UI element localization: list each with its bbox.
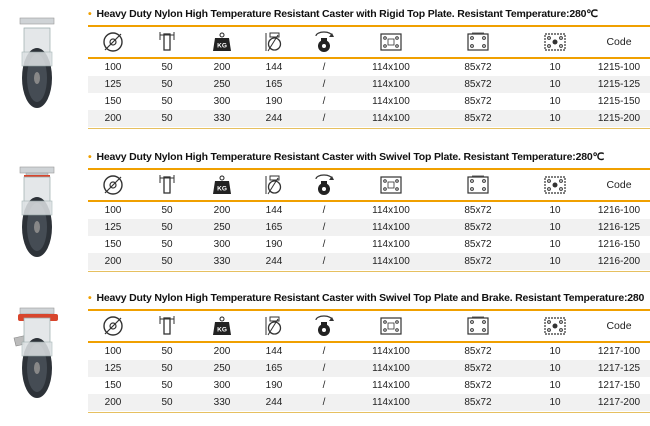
table-cell: 165 (265, 222, 283, 233)
table-cell: 144 (265, 346, 283, 357)
table-cell: 50 (161, 363, 173, 374)
spec-table-header (88, 25, 650, 59)
table-cell: 1216-125 (597, 222, 641, 233)
table-cell: 1215-200 (597, 113, 641, 124)
table-cell: 50 (161, 96, 173, 107)
table-cell: 114x100 (372, 346, 410, 357)
table-cell: 85x72 (464, 113, 492, 124)
table-cell: / (322, 96, 326, 107)
table-cell: / (322, 256, 326, 267)
table-cell: / (322, 62, 326, 73)
wheel-width-icon (138, 27, 196, 57)
table-row (88, 202, 650, 219)
table-cell: 50 (161, 380, 173, 391)
table-cell: 150 (104, 239, 122, 250)
table-cell: 114x100 (372, 62, 410, 73)
section-divider (88, 128, 650, 129)
table-cell: 330 (213, 256, 231, 267)
spec-table-header (88, 168, 650, 202)
table-cell: 10 (549, 79, 561, 90)
table-cell: 10 (549, 397, 561, 408)
table-cell: 200 (213, 62, 231, 73)
table-cell: / (322, 239, 326, 250)
table-cell: 85x72 (464, 205, 492, 216)
table-cell: 85x72 (464, 96, 492, 107)
table-cell: 1217-125 (597, 363, 641, 374)
product-section (0, 8, 650, 138)
table-cell: 144 (265, 62, 283, 73)
hole-spacing-icon (434, 170, 522, 200)
hole-spacing-icon (434, 27, 522, 57)
table-cell: 10 (549, 96, 561, 107)
table-cell: 165 (265, 363, 283, 374)
table-row (88, 93, 650, 110)
table-cell: 190 (265, 380, 283, 391)
table-cell: 1217-150 (597, 380, 641, 391)
section-divider (88, 271, 650, 272)
table-cell: 1216-150 (597, 239, 641, 250)
table-cell: 10 (549, 363, 561, 374)
section-title-text: Heavy Duty Nylon High Temperature Resistant Caster with Rigid Top Plate. Resistant Temperature:280℃ (96, 8, 598, 20)
bolt-hole-icon (522, 311, 588, 341)
table-cell: 10 (549, 62, 561, 73)
table-cell: 1216-200 (597, 256, 641, 267)
table-cell: 50 (161, 256, 173, 267)
table-cell: 200 (104, 256, 122, 267)
table-cell: 125 (104, 79, 122, 90)
table-cell: / (322, 346, 326, 357)
top-plate-icon (348, 170, 434, 200)
kg-label: KG (217, 326, 227, 334)
table-row (88, 253, 650, 270)
load-capacity-icon (196, 311, 248, 341)
kg-label: KG (217, 42, 227, 50)
table-cell: 300 (213, 96, 231, 107)
table-cell: 85x72 (464, 397, 492, 408)
code-column-header: Code (606, 179, 632, 191)
table-cell: 250 (213, 79, 231, 90)
table-cell: / (322, 113, 326, 124)
height-icon (248, 170, 300, 200)
table-cell: 114x100 (372, 79, 410, 90)
table-cell: / (322, 79, 326, 90)
table-cell: 300 (213, 380, 231, 391)
wheel-diameter-icon (88, 311, 138, 341)
table-cell: 165 (265, 79, 283, 90)
kg-label: KG (217, 185, 227, 193)
hole-spacing-icon (434, 311, 522, 341)
table-cell: / (322, 397, 326, 408)
product-section (0, 292, 650, 422)
table-cell: 85x72 (464, 222, 492, 233)
table-cell: 125 (104, 363, 122, 374)
table-cell: 10 (549, 222, 561, 233)
code-column-header: Code (606, 320, 632, 332)
table-cell: 114x100 (372, 380, 410, 391)
table-cell: / (322, 205, 326, 216)
table-cell: 200 (104, 397, 122, 408)
bullet-icon: • (88, 151, 92, 163)
rotation-icon (300, 27, 348, 57)
table-cell: 1217-200 (597, 397, 641, 408)
table-cell: 10 (549, 380, 561, 391)
caster-swivel-image (2, 157, 72, 267)
wheel-width-icon (138, 170, 196, 200)
table-cell: 125 (104, 222, 122, 233)
table-cell: 10 (549, 256, 561, 267)
table-cell: 250 (213, 363, 231, 374)
load-capacity-icon (196, 170, 248, 200)
table-cell: 85x72 (464, 256, 492, 267)
table-cell: 100 (104, 205, 122, 216)
top-plate-icon (348, 311, 434, 341)
table-cell: 114x100 (372, 256, 410, 267)
section-title-text: Heavy Duty Nylon High Temperature Resistant Caster with Swivel Top Plate. Resistant Temperature:280℃ (96, 151, 605, 163)
caster-rigid-image (2, 8, 72, 118)
table-cell: 50 (161, 222, 173, 233)
top-plate-icon (348, 27, 434, 57)
section-title (88, 151, 604, 167)
table-cell: 50 (161, 79, 173, 90)
section-title-text: Heavy Duty Nylon High Temperature Resistant Caster with Swivel Top Plate and Brake. Resistant Temperature:280 (96, 292, 645, 304)
table-cell: 114x100 (372, 397, 410, 408)
table-cell: 50 (161, 239, 173, 250)
bolt-hole-icon (522, 27, 588, 57)
table-row (88, 219, 650, 236)
section-divider (88, 412, 650, 413)
code-column-header: Code (606, 36, 632, 48)
table-cell: 114x100 (372, 96, 410, 107)
section-title (88, 292, 644, 308)
table-cell: 330 (213, 113, 231, 124)
table-cell: 10 (549, 113, 561, 124)
table-cell: 150 (104, 380, 122, 391)
table-cell: 244 (265, 113, 283, 124)
table-cell: 300 (213, 239, 231, 250)
height-icon (248, 311, 300, 341)
table-cell: 10 (549, 239, 561, 250)
table-cell: 114x100 (372, 363, 410, 374)
load-capacity-icon (196, 27, 248, 57)
section-title (88, 8, 598, 24)
caster-brake-image (2, 298, 72, 408)
wheel-diameter-icon (88, 27, 138, 57)
table-row (88, 110, 650, 127)
table-cell: 85x72 (464, 363, 492, 374)
table-cell: 200 (213, 346, 231, 357)
table-cell: 85x72 (464, 79, 492, 90)
table-cell: 190 (265, 96, 283, 107)
table-cell: 50 (161, 62, 173, 73)
table-row (88, 59, 650, 76)
spec-table-header (88, 309, 650, 343)
table-cell: 190 (265, 239, 283, 250)
bullet-icon: • (88, 8, 92, 20)
table-cell: 144 (265, 205, 283, 216)
table-cell: / (322, 363, 326, 374)
table-cell: 1215-150 (597, 96, 641, 107)
table-cell: 114x100 (372, 205, 410, 216)
table-cell: 50 (161, 397, 173, 408)
height-icon (248, 27, 300, 57)
table-cell: 1217-100 (597, 346, 641, 357)
table-cell: 200 (104, 113, 122, 124)
table-cell: 1215-100 (597, 62, 641, 73)
wheel-width-icon (138, 311, 196, 341)
table-cell: / (322, 380, 326, 391)
table-cell: 250 (213, 222, 231, 233)
table-cell: 85x72 (464, 62, 492, 73)
table-row (88, 76, 650, 93)
table-cell: 100 (104, 346, 122, 357)
table-cell: 85x72 (464, 380, 492, 391)
table-cell: 10 (549, 205, 561, 216)
table-cell: 50 (161, 205, 173, 216)
table-row (88, 377, 650, 394)
table-row (88, 343, 650, 360)
table-cell: 50 (161, 346, 173, 357)
table-cell: 85x72 (464, 239, 492, 250)
table-cell: 244 (265, 397, 283, 408)
table-row (88, 360, 650, 377)
table-row (88, 394, 650, 411)
table-cell: 114x100 (372, 222, 410, 233)
wheel-diameter-icon (88, 170, 138, 200)
table-cell: 1216-100 (597, 205, 641, 216)
rotation-icon (300, 311, 348, 341)
table-cell: 85x72 (464, 346, 492, 357)
table-cell: 150 (104, 96, 122, 107)
table-cell: 10 (549, 346, 561, 357)
table-cell: 244 (265, 256, 283, 267)
table-cell: 1215-125 (597, 79, 641, 90)
rotation-icon (300, 170, 348, 200)
table-cell: 200 (213, 205, 231, 216)
table-cell: 330 (213, 397, 231, 408)
table-cell: / (322, 222, 326, 233)
table-cell: 100 (104, 62, 122, 73)
bullet-icon: • (88, 292, 92, 304)
table-cell: 114x100 (372, 113, 410, 124)
table-cell: 114x100 (372, 239, 410, 250)
table-row (88, 236, 650, 253)
table-cell: 50 (161, 113, 173, 124)
bolt-hole-icon (522, 170, 588, 200)
product-section (0, 151, 650, 281)
